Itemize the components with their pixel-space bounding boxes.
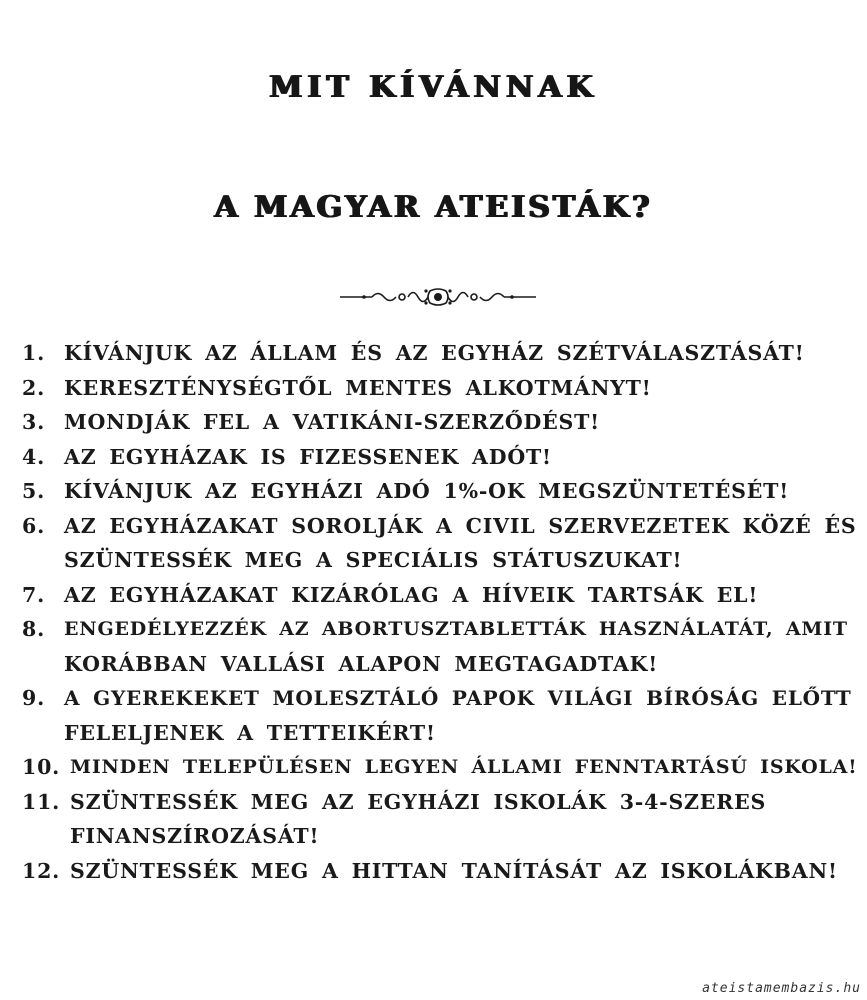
- list-item: [22, 854, 852, 889]
- item-text: MINDEN TELEPÜLÉSEN LEGYEN ÁLLAMI FENNTARTÁSÚ ISKOLA!: [70, 756, 858, 778]
- item-number: 12.: [22, 858, 61, 883]
- list-item: [22, 509, 857, 578]
- item-text-continued: KORÁBBAN VALLÁSI ALAPON MEGTAGADTAK!: [64, 651, 659, 676]
- item-text: A GYEREKEKET MOLESZTÁLÓ PAPOK VILÁGI BÍRÓSÁG ELŐTT: [64, 686, 852, 710]
- item-text: SZÜNTESSÉK MEG A HITTAN TANÍTÁSÁT AZ ISKOLÁKBAN!: [70, 858, 838, 883]
- item-text: KERESZTÉNYSÉGTŐL MENTES ALKOTMÁNYT!: [64, 375, 652, 400]
- title-line-2: A MAGYAR ATEISTÁK?: [214, 190, 653, 225]
- item-text: AZ EGYHÁZAKAT SOROLJÁK A CIVIL SZERVEZETEK KÖZÉ ÉS: [64, 513, 857, 538]
- item-text: AZ EGYHÁZAK IS FIZESSENEK ADÓT!: [64, 444, 552, 469]
- item-number: 10.: [22, 755, 61, 779]
- list-item: [22, 474, 852, 509]
- item-text: SZÜNTESSÉK MEG AZ EGYHÁZI ISKOLÁK 3-4-SZERES: [70, 789, 767, 814]
- website-watermark: ateistamembazis.hu: [702, 981, 861, 996]
- list-item: [22, 371, 852, 406]
- scroll-flourish-ornament-icon: [338, 285, 538, 309]
- list-item: [22, 750, 858, 785]
- list-item: [22, 612, 852, 681]
- item-number: 7.: [22, 582, 46, 607]
- list-item: [22, 681, 852, 750]
- list-item: [22, 405, 852, 440]
- item-number: 11.: [22, 789, 61, 814]
- item-number: 3.: [22, 410, 46, 434]
- demands-list: [22, 336, 858, 888]
- item-text-continued: FELELJENEK A TETTEIKÉRT!: [64, 720, 436, 745]
- item-text: KÍVÁNJUK AZ EGYHÁZI ADÓ 1%-OK MEGSZÜNTETÉSÉT!: [64, 479, 790, 503]
- item-number: 2.: [22, 375, 46, 400]
- item-text: AZ EGYHÁZAKAT KIZÁRÓLAG A HÍVEIK TARTSÁK EL!: [64, 582, 759, 607]
- item-number: 9.: [22, 686, 46, 710]
- item-text: KÍVÁNJUK AZ ÁLLAM ÉS AZ EGYHÁZ SZÉTVÁLASZTÁSÁT!: [64, 341, 805, 365]
- item-text: ENGEDÉLYEZZÉK AZ ABORTUSZTABLETTÁK HASZNÁLATÁT, AMIT: [64, 618, 848, 640]
- list-item: [22, 440, 852, 475]
- list-item: [22, 785, 852, 854]
- item-number: 5.: [22, 479, 46, 503]
- item-text-continued: FINANSZÍROZÁSÁT!: [70, 824, 320, 848]
- item-number: 1.: [22, 341, 46, 365]
- title-line-1: MIT KÍVÁNNAK: [269, 70, 598, 105]
- item-text-continued: SZÜNTESSÉK MEG A SPECIÁLIS STÁTUSZUKAT!: [64, 548, 683, 572]
- list-item: [22, 336, 852, 371]
- item-number: 8.: [22, 617, 46, 641]
- list-item: [22, 578, 852, 613]
- item-text: MONDJÁK FEL A VATIKÁNI-SZERZŐDÉST!: [64, 410, 600, 434]
- item-number: 4.: [22, 444, 46, 469]
- item-number: 6.: [22, 513, 46, 538]
